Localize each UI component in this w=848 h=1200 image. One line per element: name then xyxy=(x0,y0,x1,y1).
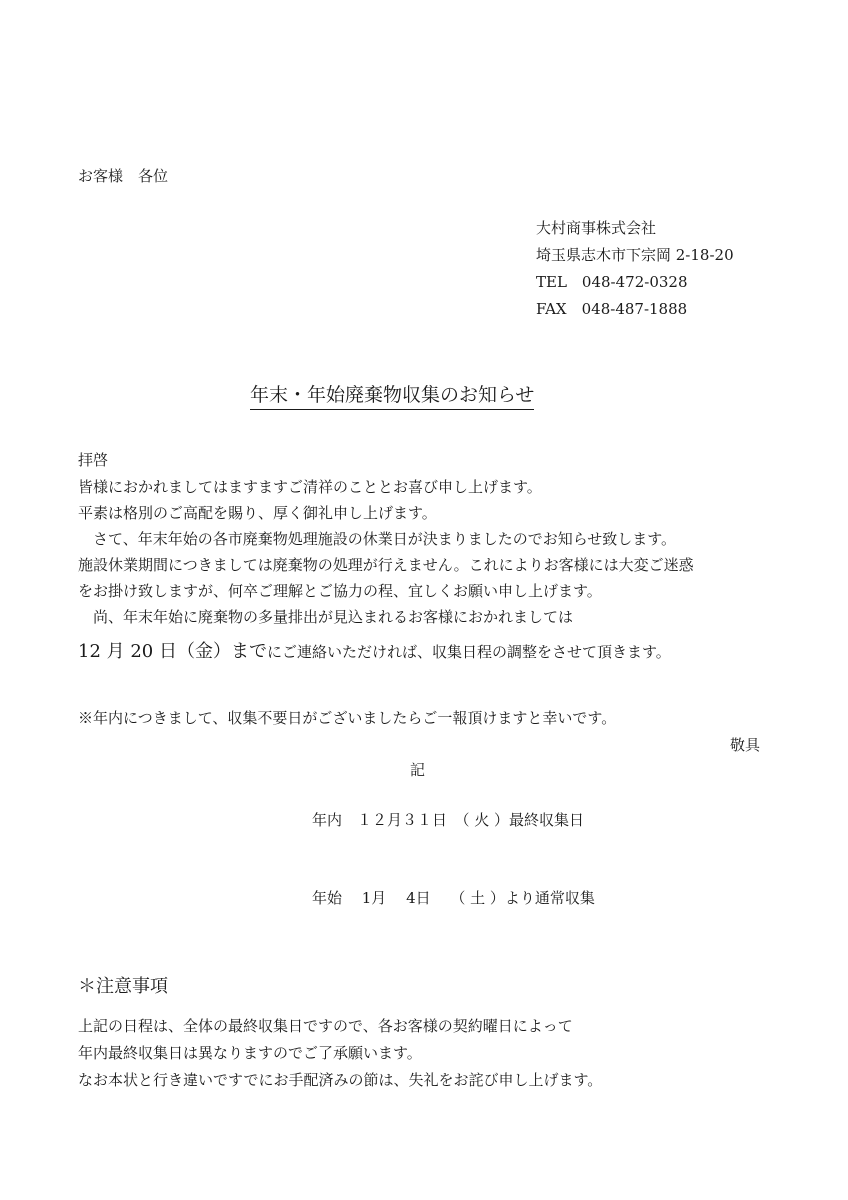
opening-greeting: 拝啓 xyxy=(78,451,109,469)
body-line-1: 皆様におかれましてはますますご清祥のこととお喜び申し上げます。 xyxy=(78,478,542,496)
sender-block xyxy=(536,218,734,326)
schedule-new-year: 年始 1月 4日 （ 土 ）より通常収集 xyxy=(312,889,595,907)
caution-line-1: 上記の日程は、全体の最終収集日ですので、各お客様の契約曜日によって xyxy=(78,1017,573,1035)
sender-tel: TEL 048-472-0328 xyxy=(536,273,688,291)
ki-marker: 記 xyxy=(410,761,426,779)
body-line-6: 尚、年末年始に廃棄物の多量排出が見込まれるお客様におかれましては xyxy=(78,608,574,626)
caution-line-2: 年内最終収集日は異なりますのでご了承願います。 xyxy=(78,1044,422,1062)
sender-fax: FAX 048-487-1888 xyxy=(536,300,688,318)
deadline-line xyxy=(78,640,671,664)
closing: 敬具 xyxy=(730,736,761,754)
addressee: お客様 各位 xyxy=(78,167,169,185)
schedule-year-end: 年内 １２月３１日 （ 火 ）最終収集日 xyxy=(312,811,585,829)
body-line-2: 平素は格別のご高配を賜り、厚く御礼申し上げます。 xyxy=(78,504,437,522)
caution-line-3: なお本状と行き違いですでにお手配済みの節は、失礼をお詫び申し上げます。 xyxy=(78,1071,603,1089)
sender-address: 埼玉県志木市下宗岡 2-18-20 xyxy=(536,246,734,264)
caution-heading: ＊注意事項 xyxy=(78,976,168,997)
sender-company: 大村商事株式会社 xyxy=(536,219,657,237)
body-line-5: をお掛け致しますが、何卒ご理解とご協力の程、宜しくお願い申し上げます。 xyxy=(78,582,602,600)
body-line-3: さて、年末年始の各市廃棄物処理施設の休業日が決まりましたのでお知らせ致します。 xyxy=(78,530,677,548)
notice-title: 年末・年始廃棄物収集のお知らせ xyxy=(250,382,534,410)
body-line-4: 施設休業期間につきましては廃棄物の処理が行えません。これによりお客様には大変ご迷惑 xyxy=(78,556,694,574)
deadline-date: 12 月 20 日（金）まで xyxy=(78,641,267,662)
note-line: ※年内につきまして、収集不要日がございましたらご一報頂けますと幸いです。 xyxy=(78,709,617,727)
deadline-text: にご連絡いただければ、収集日程の調整をさせて頂きます。 xyxy=(266,643,671,661)
